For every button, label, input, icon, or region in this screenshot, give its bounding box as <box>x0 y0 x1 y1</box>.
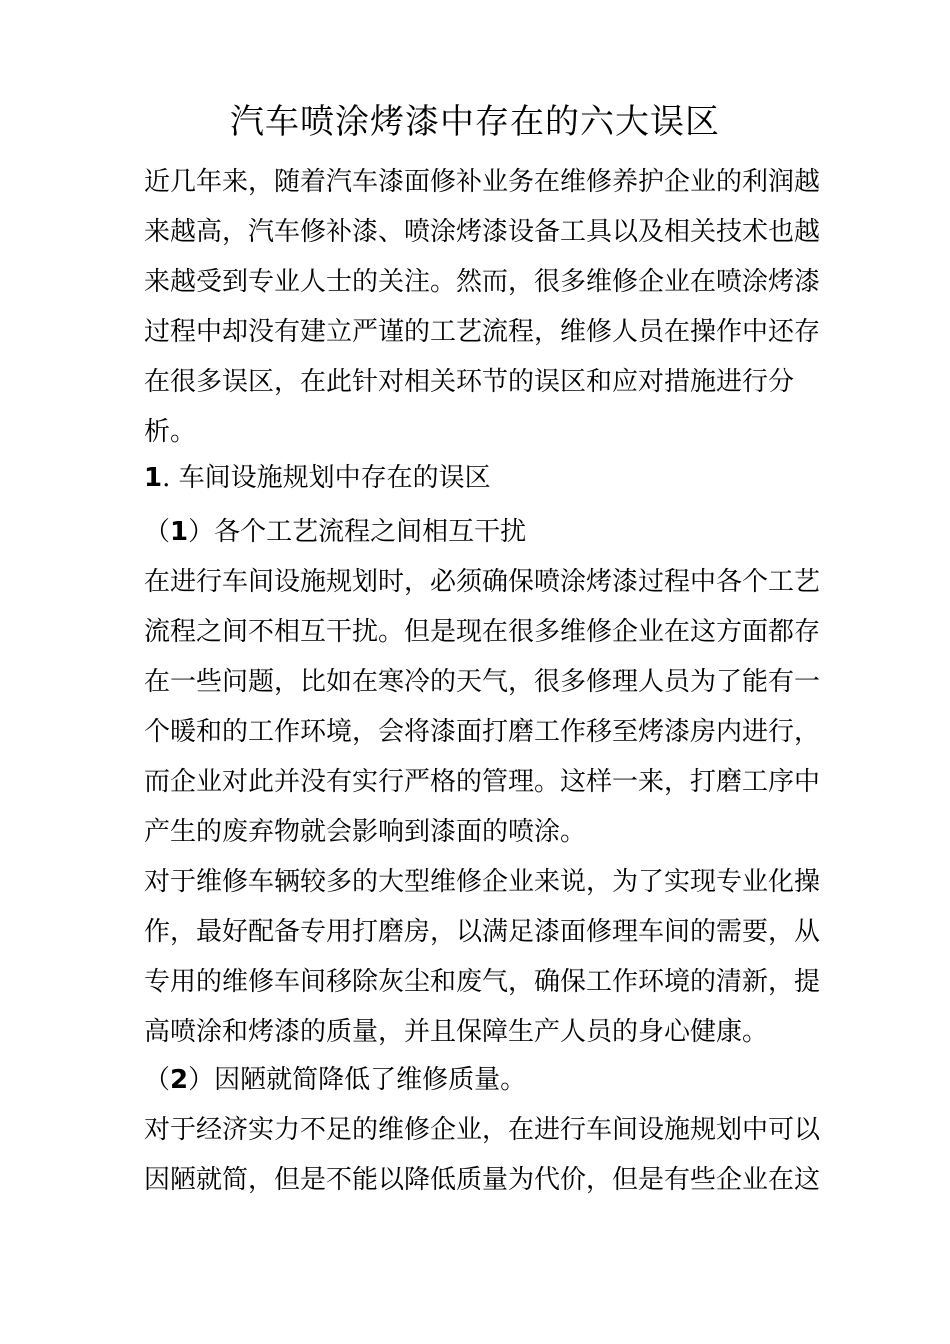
intro-line-4: 过程中却没有建立严谨的工艺流程，维修人员在操作中还存 <box>144 317 821 347</box>
intro-line-1: 近几年来，随着汽车漆面修补业务在维修养护企业的利润越 <box>144 167 821 197</box>
paragraph-line: 在一些问题，比如在寒冷的天气，很多修理人员为了能有一 <box>144 667 821 697</box>
paragraph-line: 而企业对此并没有实行严格的管理。这样一来，打磨工序中 <box>144 767 821 797</box>
paragraph-line: 高喷涂和烤漆的质量，并且保障生产人员的身心健康。 <box>144 1017 769 1047</box>
paragraph-line: 专用的维修车间移除灰尘和废气，确保工作环境的清新，提 <box>144 967 821 997</box>
paragraph-line: 流程之间不相互干扰。但是现在很多维修企业在这方面都存 <box>144 617 821 647</box>
subsection-open-paren: （ <box>144 1065 171 1095</box>
intro-line-5: 在很多误区，在此针对相关环节的误区和应对措施进行分 <box>144 367 795 397</box>
subsection-number: 2 <box>170 1065 189 1095</box>
paragraph-line: 在进行车间设施规划时，必须确保喷涂烤漆过程中各个工艺 <box>144 567 821 597</box>
subsection-heading-text: ）因陋就简降低了维修质量。 <box>188 1065 527 1095</box>
paragraph-line: 个暖和的工作环境，会将漆面打磨工作移至烤漆房内进行， <box>144 717 821 747</box>
paragraph-line: 因陋就简，但是不能以降低质量为代价，但是有些企业在这 <box>144 1165 821 1195</box>
paragraph-line: 作，最好配备专用打磨房，以满足漆面修理车间的需要，从 <box>144 917 821 947</box>
subsection-number: 1 <box>170 517 189 547</box>
section-number: 1 <box>144 463 163 493</box>
paragraph-line: 对于维修车辆较多的大型维修企业来说，为了实现专业化操 <box>144 867 821 897</box>
paragraph-line: 对于经济实力不足的维修企业，在进行车间设施规划中可以 <box>144 1115 821 1145</box>
section-heading-text: . 车间设施规划中存在的误区 <box>162 463 491 493</box>
intro-line-2: 来越高，汽车修补漆、喷涂烤漆设备工具以及相关技术也越 <box>144 217 821 247</box>
subsection-heading-1 <box>144 514 526 550</box>
section-heading-1 <box>144 460 491 496</box>
paragraph-line: 产生的废弃物就会影响到漆面的喷涂。 <box>144 817 587 847</box>
subsection-heading-text: ）各个工艺流程之间相互干扰 <box>188 517 527 547</box>
document-title: 汽车喷涂烤漆中存在的六大误区 <box>230 102 720 142</box>
intro-line-3: 来越受到专业人士的关注。然而，很多维修企业在喷涂烤漆 <box>144 267 821 297</box>
intro-line-6: 析。 <box>144 417 197 447</box>
subsection-open-paren: （ <box>144 517 171 547</box>
subsection-heading-2 <box>144 1062 526 1098</box>
